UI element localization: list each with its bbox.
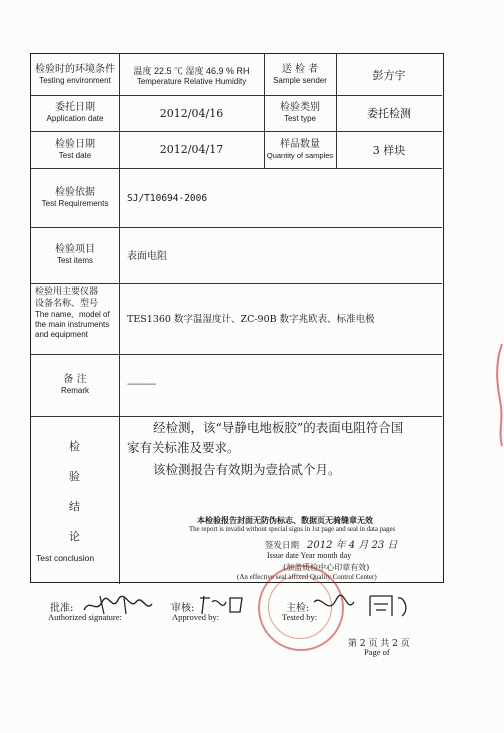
env-label-cn: 检验时的环境条件	[35, 63, 115, 75]
env-label	[31, 54, 119, 95]
instruments-label-en2: the main instruments	[35, 320, 110, 329]
remark-label-cn: 备 注	[63, 374, 87, 385]
items-label-cn: 检验项目	[55, 244, 95, 255]
env-value	[119, 54, 264, 95]
seal-note-cn: (加盖质检中心印章有效)	[283, 563, 370, 572]
sender-value-text: 彭方宇	[372, 68, 406, 82]
tested-label-cn: 主检:	[286, 603, 310, 614]
conclusion-char-2: 验	[69, 470, 80, 483]
test-date-value	[119, 131, 264, 168]
test-type-text: 委托检测	[367, 107, 411, 120]
test-date-label-cn: 检验日期	[55, 138, 95, 150]
approver-signature	[80, 592, 156, 618]
remark-label-en: Remark	[60, 386, 89, 395]
quantity-label-cn: 样品数量	[280, 138, 320, 150]
conclusion-char-1: 检	[69, 440, 80, 453]
conclusion-char-4: 论	[69, 530, 80, 543]
instruments-value: TES1360 数字温湿度计、ZC-90B 数字兆欧表、标准电极	[127, 314, 375, 325]
instruments-label-cn1: 检验用主要仪器	[35, 287, 99, 297]
application-label-cn: 委托日期	[55, 102, 95, 113]
env-label-en: Testing environment	[39, 75, 111, 85]
conclusion-text-1: 经检测，该“导静电地板胶”的表面电阻符合国	[153, 420, 404, 435]
quantity-text: 3 样块	[372, 143, 406, 157]
conclusion-text-2: 家有关标准及要求。	[127, 440, 240, 455]
application-label-en: Application date	[46, 114, 104, 123]
instruments-label-cn2: 设备名称、型号	[35, 299, 99, 309]
test-type-label-en: Test type	[283, 114, 316, 123]
conclusion-note-en: The report is invalid without special signs in 1st page and seal in data pages	[189, 526, 396, 533]
sender-label	[264, 54, 336, 95]
requirements-label-cn: 检验依据	[55, 186, 95, 198]
env-value-line1: 温度 22.5 ℃ 湿度 46.9 % RH	[133, 65, 250, 76]
seal-note-en: (An effective seal affixed Quality Control Center)	[237, 573, 377, 581]
remark-value: ------------	[127, 379, 156, 390]
instruments-label-en3: and equipment	[35, 330, 88, 339]
report-table	[30, 53, 444, 583]
issue-date-handwritten: 2012 年 4 月 23 日	[307, 540, 398, 551]
instruments-label-en1: The name、model of	[35, 310, 110, 319]
application-label	[31, 95, 119, 131]
test-date-text: 2012/04/17	[159, 143, 224, 156]
conclusion-char-3: 结	[69, 500, 80, 513]
test-type-value	[336, 95, 442, 131]
env-value-line2: Temperature Relative Humidity	[136, 76, 247, 86]
items-label-en: Test items	[56, 256, 93, 265]
conclusion-label-en: Test conclusion	[36, 553, 95, 563]
instruments-label	[35, 286, 119, 340]
issue-date-label-cn: 签发日期	[265, 541, 300, 551]
tester-signature	[310, 592, 414, 620]
sender-value	[336, 54, 442, 95]
review-label-cn: 审核:	[171, 603, 195, 614]
requirements-label-en: Test Requirements	[41, 198, 109, 208]
page-number-en: Page of	[364, 647, 390, 657]
application-date-text: 2012/04/16	[159, 106, 224, 120]
sender-label-cn: 送 检 者	[281, 63, 319, 75]
test-type-label	[264, 95, 336, 131]
approve-label-en: Authorized signature:	[48, 612, 122, 622]
quantity-value	[336, 131, 442, 168]
quantity-label-en: Quantity of samples	[266, 150, 334, 160]
conclusion-note-cn: 本检验报告封面无防伪标志、数据页无骑缝章无效	[197, 515, 373, 525]
test-date-label	[31, 131, 119, 168]
test-type-label-cn: 检验类别	[280, 102, 320, 113]
approve-label-cn: 批准:	[50, 603, 74, 614]
tested-label-en: Tested by:	[282, 612, 318, 622]
conclusion-label	[31, 416, 119, 584]
conclusion-text-3: 该检测报告有效期为壹拾贰个月。	[153, 462, 341, 477]
application-value	[119, 95, 264, 131]
requirements-label	[31, 168, 119, 227]
quantity-label	[264, 131, 336, 168]
issue-date-label-en: Issue date Year month day	[267, 551, 352, 560]
items-value: 表面电阻	[127, 251, 167, 262]
review-label-en: Approved by:	[172, 612, 219, 622]
edge-seal-mark	[494, 340, 504, 450]
reviewer-signature	[196, 592, 250, 618]
remark-label	[31, 354, 119, 416]
test-date-label-en: Test date	[58, 150, 92, 160]
items-label	[31, 227, 119, 283]
page-number-cn: 第 2 页 共 2 页	[348, 639, 410, 649]
requirements-value: SJ/T10694-2006	[127, 193, 208, 204]
sender-label-en: Sample sender	[273, 75, 327, 85]
